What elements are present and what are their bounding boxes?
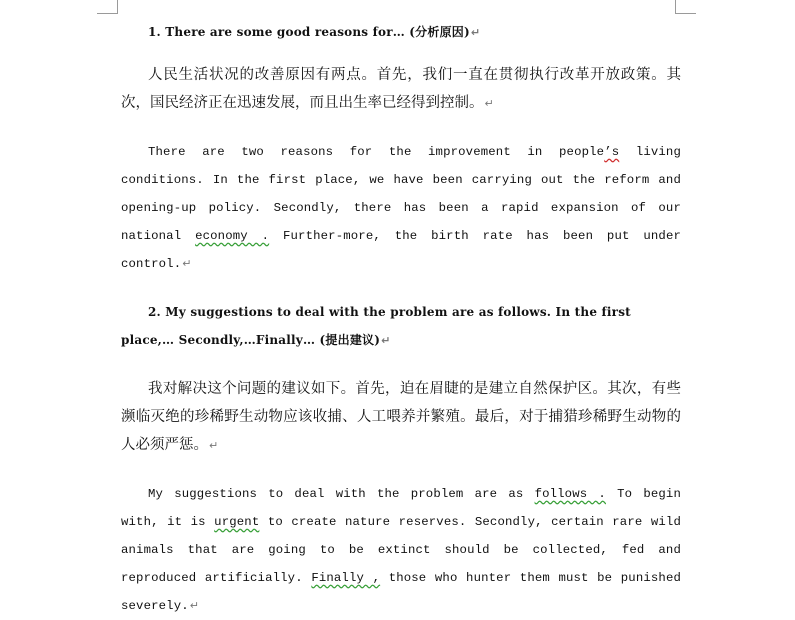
- paragraph-mark-icon: ↵: [182, 257, 192, 270]
- text-run: to create nature reserves. Secondly, certain rare wild animals that are going to be extinct should be collected, fed and reproduced artificially.: [121, 515, 681, 585]
- heading-reasons[interactable]: [121, 18, 681, 47]
- paragraph-mark-icon: ↵: [189, 599, 200, 612]
- document-page[interactable]: [121, 18, 681, 620]
- text-run: Further-more, the birth rate has been put under control.: [121, 229, 682, 271]
- paragraph-mark-icon: ↵: [381, 334, 391, 347]
- heading-suggestions[interactable]: [121, 298, 681, 355]
- grammar-error-mark[interactable]: urgent: [214, 515, 260, 529]
- paragraph-text: 人民生活状况的改善原因有两点。首先，我们一直在贯彻执行改革开放政策。其次，国民经济正在迅速发展，而且出生率已经得到控制。: [121, 67, 681, 111]
- paragraph-english-suggestions[interactable]: [121, 480, 681, 620]
- paragraph-mark-icon: ↵: [470, 26, 481, 39]
- heading-suggestions-text: 2. My suggestions to deal with the problem are as follows. In the first place,… Secondly,…Finally… (提出建议): [121, 305, 631, 347]
- paragraph-chinese-reasons[interactable]: [121, 61, 681, 118]
- text-run: those who hunter them must be punished severely.: [121, 571, 682, 613]
- spelling-error-mark[interactable]: ’s: [604, 145, 620, 159]
- grammar-error-mark[interactable]: follows .: [534, 487, 606, 501]
- text-run: My suggestions to deal with the problem are as: [148, 487, 535, 501]
- page-corner-top-right: [675, 0, 696, 14]
- text-run: living conditions. In the first place, we have been carrying out the reform and opening-up policy. Secondly, there has been a rapid expansion of our national: [121, 145, 681, 243]
- paragraph-english-reasons[interactable]: [121, 138, 681, 278]
- paragraph-mark-icon: ↵: [484, 97, 494, 110]
- grammar-error-mark[interactable]: economy .: [195, 229, 270, 243]
- page-corner-top-left: [97, 0, 118, 14]
- grammar-error-mark[interactable]: Finally ,: [311, 571, 381, 585]
- paragraph-chinese-suggestions[interactable]: [121, 375, 681, 460]
- text-run: To begin with, it is: [121, 487, 681, 529]
- text-run: There are two reasons for the improvement in people: [148, 145, 605, 159]
- paragraph-text: 我对解决这个问题的建议如下。首先，迫在眉睫的是建立自然保护区。其次，有些濒临灭绝的珍稀野生动物应该收捕、人工喂养并繁殖。最后，对于捕猎珍稀野生动物的人必须严惩。: [121, 381, 681, 453]
- heading-reasons-text: 1. There are some good reasons for… (分析原因): [148, 25, 470, 39]
- paragraph-mark-icon: ↵: [209, 439, 219, 452]
